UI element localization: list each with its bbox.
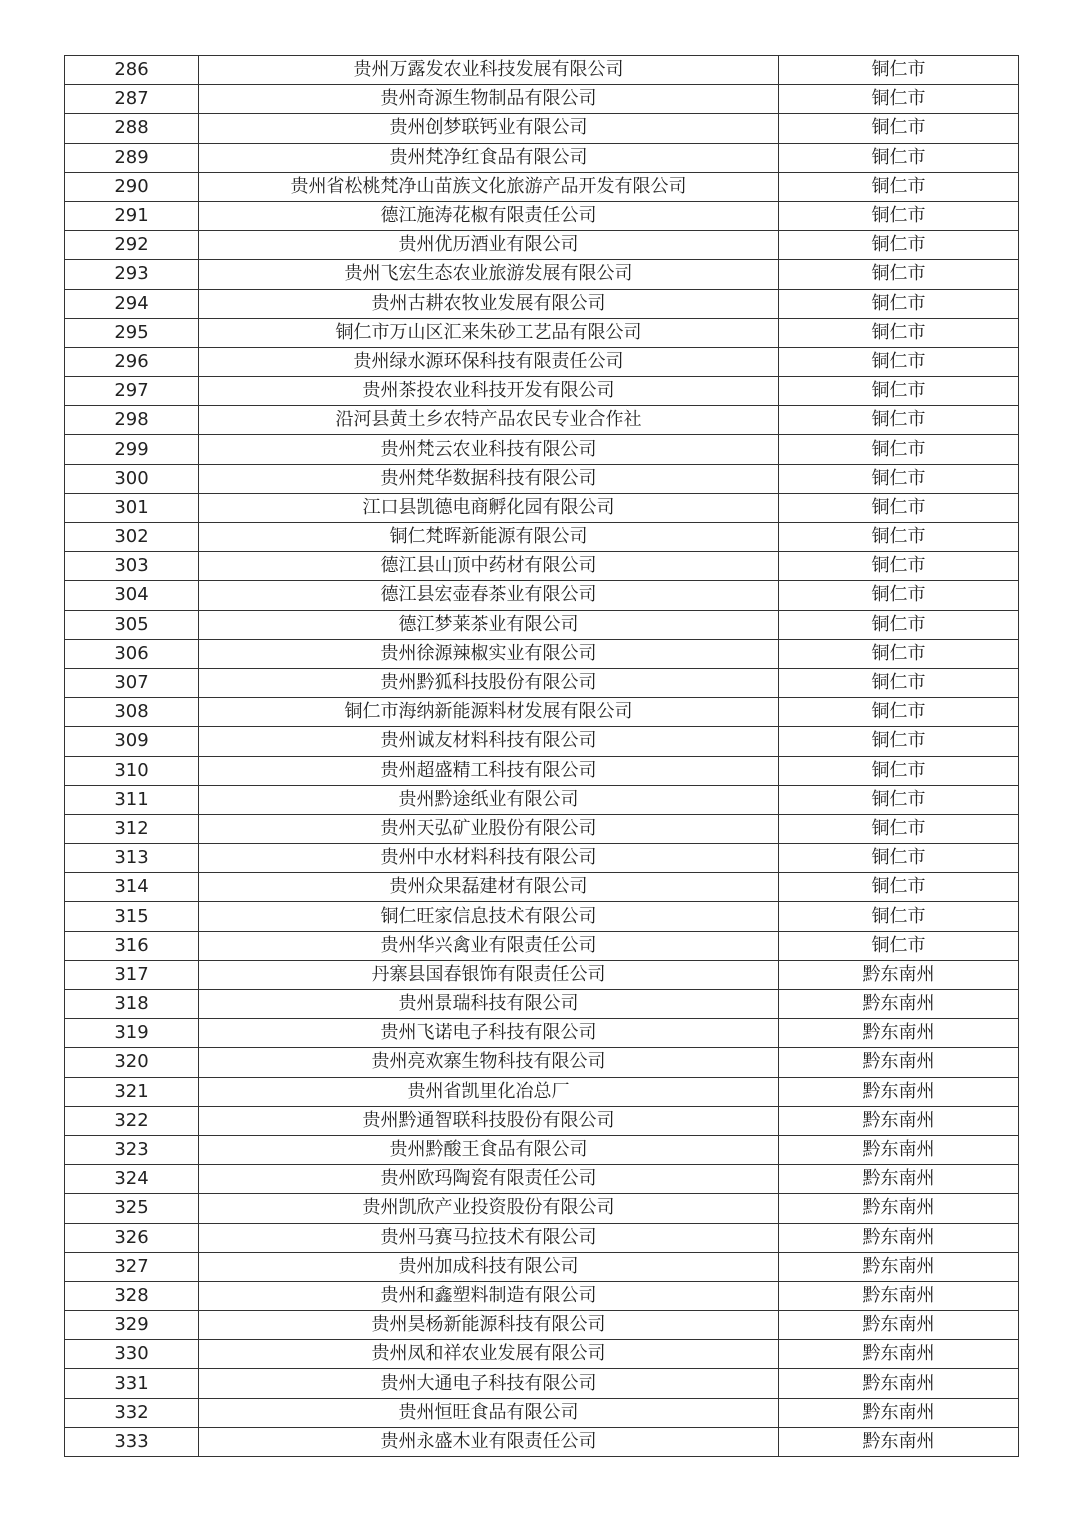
city-name: 铜仁市 [779,56,1019,85]
company-name: 铜仁市万山区汇来朱砂工艺品有限公司 [199,318,779,347]
company-name: 贵州飞诺电子科技有限公司 [199,1019,779,1048]
table-row [65,844,1019,873]
row-number: 326 [65,1223,199,1252]
table-row [65,377,1019,406]
row-number: 322 [65,1106,199,1135]
table-row [65,1077,1019,1106]
table-row [65,464,1019,493]
company-name: 贵州景瑞科技有限公司 [199,990,779,1019]
city-name: 铜仁市 [779,114,1019,143]
table-row [65,114,1019,143]
row-number: 310 [65,756,199,785]
city-name: 黔东南州 [779,1398,1019,1427]
table-row [65,1281,1019,1310]
table-row [65,1223,1019,1252]
city-name: 铜仁市 [779,785,1019,814]
company-name: 贵州欧玛陶瓷有限责任公司 [199,1165,779,1194]
table-row [65,318,1019,347]
city-name: 铜仁市 [779,231,1019,260]
row-number: 292 [65,231,199,260]
company-name: 贵州奇源生物制品有限公司 [199,85,779,114]
table-row [65,289,1019,318]
row-number: 319 [65,1019,199,1048]
table-row [65,260,1019,289]
row-number: 329 [65,1311,199,1340]
city-name: 黔东南州 [779,1340,1019,1369]
table-row [65,698,1019,727]
table-row [65,1019,1019,1048]
row-number: 304 [65,581,199,610]
city-name: 黔东南州 [779,1427,1019,1456]
table-row [65,1398,1019,1427]
table-row [65,1340,1019,1369]
city-name: 铜仁市 [779,172,1019,201]
table-row [65,785,1019,814]
company-name: 铜仁梵晖新能源有限公司 [199,523,779,552]
row-number: 314 [65,873,199,902]
row-number: 295 [65,318,199,347]
row-number: 333 [65,1427,199,1456]
table-row [65,902,1019,931]
company-name: 贵州优历酒业有限公司 [199,231,779,260]
table-body [65,56,1019,1457]
city-name: 铜仁市 [779,201,1019,230]
company-name: 贵州永盛木业有限责任公司 [199,1427,779,1456]
row-number: 306 [65,639,199,668]
row-number: 316 [65,931,199,960]
company-name: 贵州创梦联钙业有限公司 [199,114,779,143]
row-number: 305 [65,610,199,639]
city-name: 黔东南州 [779,1106,1019,1135]
city-name: 铜仁市 [779,260,1019,289]
row-number: 308 [65,698,199,727]
city-name: 铜仁市 [779,406,1019,435]
row-number: 297 [65,377,199,406]
row-number: 288 [65,114,199,143]
company-name: 贵州凤和祥农业发展有限公司 [199,1340,779,1369]
company-name: 德江县山顶中药材有限公司 [199,552,779,581]
company-name: 贵州华兴禽业有限责任公司 [199,931,779,960]
company-name: 贵州黔酸王食品有限公司 [199,1135,779,1164]
city-name: 黔东南州 [779,1048,1019,1077]
city-name: 铜仁市 [779,756,1019,785]
company-name: 沿河县黄土乡农特产品农民专业合作社 [199,406,779,435]
company-name: 贵州茶投农业科技开发有限公司 [199,377,779,406]
row-number: 298 [65,406,199,435]
company-name: 贵州黔途纸业有限公司 [199,785,779,814]
table-row [65,1135,1019,1164]
table-row [65,56,1019,85]
company-name: 铜仁市海纳新能源料材发展有限公司 [199,698,779,727]
row-number: 317 [65,960,199,989]
row-number: 309 [65,727,199,756]
city-name: 铜仁市 [779,698,1019,727]
city-name: 黔东南州 [779,1252,1019,1281]
table-row [65,172,1019,201]
city-name: 黔东南州 [779,1077,1019,1106]
table-row [65,523,1019,552]
company-list-table [64,55,1019,1457]
row-number: 302 [65,523,199,552]
city-name: 铜仁市 [779,668,1019,697]
company-name: 贵州黔狐科技股份有限公司 [199,668,779,697]
city-name: 铜仁市 [779,931,1019,960]
company-name: 贵州梵华数据科技有限公司 [199,464,779,493]
city-name: 铜仁市 [779,639,1019,668]
table-row [65,406,1019,435]
city-name: 铜仁市 [779,552,1019,581]
city-name: 黔东南州 [779,960,1019,989]
city-name: 铜仁市 [779,377,1019,406]
city-name: 铜仁市 [779,85,1019,114]
row-number: 287 [65,85,199,114]
table-row [65,610,1019,639]
row-number: 330 [65,1340,199,1369]
city-name: 铜仁市 [779,814,1019,843]
company-name: 贵州梵净红食品有限公司 [199,143,779,172]
company-name: 贵州天弘矿业股份有限公司 [199,814,779,843]
table-row [65,639,1019,668]
city-name: 铜仁市 [779,727,1019,756]
row-number: 300 [65,464,199,493]
table-row [65,727,1019,756]
table-row [65,756,1019,785]
row-number: 293 [65,260,199,289]
table-row [65,581,1019,610]
row-number: 320 [65,1048,199,1077]
table-row [65,85,1019,114]
company-name: 贵州凯欣产业投资股份有限公司 [199,1194,779,1223]
company-name: 丹寨县国春银饰有限责任公司 [199,960,779,989]
table-row [65,347,1019,376]
company-name: 贵州省凯里化冶总厂 [199,1077,779,1106]
city-name: 铜仁市 [779,318,1019,347]
company-name: 贵州绿水源环保科技有限责任公司 [199,347,779,376]
city-name: 铜仁市 [779,493,1019,522]
city-name: 铜仁市 [779,143,1019,172]
table-row [65,1194,1019,1223]
row-number: 286 [65,56,199,85]
company-name: 江口县凯德电商孵化园有限公司 [199,493,779,522]
table-row [65,873,1019,902]
row-number: 315 [65,902,199,931]
city-name: 黔东南州 [779,1135,1019,1164]
city-name: 铜仁市 [779,873,1019,902]
company-name: 贵州昊杨新能源科技有限公司 [199,1311,779,1340]
city-name: 黔东南州 [779,1281,1019,1310]
city-name: 铜仁市 [779,902,1019,931]
table-row [65,990,1019,1019]
company-name: 德江梦莱茶业有限公司 [199,610,779,639]
city-name: 铜仁市 [779,844,1019,873]
company-name: 贵州诚友材料科技有限公司 [199,727,779,756]
company-name: 贵州省松桃梵净山苗族文化旅游产品开发有限公司 [199,172,779,201]
company-name: 贵州亮欢寨生物科技有限公司 [199,1048,779,1077]
table-row [65,435,1019,464]
table-row [65,1427,1019,1456]
table-row [65,143,1019,172]
company-name: 贵州超盛精工科技有限公司 [199,756,779,785]
company-name: 贵州加成科技有限公司 [199,1252,779,1281]
table-row [65,493,1019,522]
company-name: 贵州恒旺食品有限公司 [199,1398,779,1427]
city-name: 铜仁市 [779,610,1019,639]
city-name: 铜仁市 [779,581,1019,610]
table-row [65,1369,1019,1398]
city-name: 黔东南州 [779,1165,1019,1194]
table-row [65,668,1019,697]
company-name: 贵州徐源辣椒实业有限公司 [199,639,779,668]
city-name: 铜仁市 [779,464,1019,493]
row-number: 311 [65,785,199,814]
row-number: 290 [65,172,199,201]
row-number: 318 [65,990,199,1019]
table-row [65,231,1019,260]
city-name: 铜仁市 [779,523,1019,552]
row-number: 312 [65,814,199,843]
row-number: 307 [65,668,199,697]
city-name: 铜仁市 [779,289,1019,318]
row-number: 291 [65,201,199,230]
row-number: 328 [65,1281,199,1310]
table-row [65,201,1019,230]
row-number: 332 [65,1398,199,1427]
table-row [65,814,1019,843]
row-number: 289 [65,143,199,172]
row-number: 303 [65,552,199,581]
row-number: 331 [65,1369,199,1398]
table-row [65,552,1019,581]
company-name: 贵州众果磊建材有限公司 [199,873,779,902]
row-number: 325 [65,1194,199,1223]
company-name: 德江县宏壶春茶业有限公司 [199,581,779,610]
row-number: 321 [65,1077,199,1106]
row-number: 313 [65,844,199,873]
company-name: 贵州马赛马拉技术有限公司 [199,1223,779,1252]
row-number: 294 [65,289,199,318]
city-name: 铜仁市 [779,435,1019,464]
row-number: 299 [65,435,199,464]
city-name: 黔东南州 [779,1223,1019,1252]
row-number: 323 [65,1135,199,1164]
city-name: 黔东南州 [779,1019,1019,1048]
table-row [65,931,1019,960]
company-name: 贵州和鑫塑料制造有限公司 [199,1281,779,1310]
row-number: 296 [65,347,199,376]
company-name: 铜仁旺家信息技术有限公司 [199,902,779,931]
city-name: 黔东南州 [779,1311,1019,1340]
company-name: 德江施涛花椒有限责任公司 [199,201,779,230]
table-row [65,960,1019,989]
company-name: 贵州梵云农业科技有限公司 [199,435,779,464]
table-row [65,1048,1019,1077]
row-number: 324 [65,1165,199,1194]
company-name: 贵州飞宏生态农业旅游发展有限公司 [199,260,779,289]
company-name: 贵州古耕农牧业发展有限公司 [199,289,779,318]
table-row [65,1106,1019,1135]
row-number: 327 [65,1252,199,1281]
company-name: 贵州万露发农业科技发展有限公司 [199,56,779,85]
table-row [65,1165,1019,1194]
company-name: 贵州黔通智联科技股份有限公司 [199,1106,779,1135]
row-number: 301 [65,493,199,522]
company-name: 贵州大通电子科技有限公司 [199,1369,779,1398]
city-name: 铜仁市 [779,347,1019,376]
table-row [65,1252,1019,1281]
city-name: 黔东南州 [779,1369,1019,1398]
company-name: 贵州中水材料科技有限公司 [199,844,779,873]
city-name: 黔东南州 [779,1194,1019,1223]
city-name: 黔东南州 [779,990,1019,1019]
table-row [65,1311,1019,1340]
